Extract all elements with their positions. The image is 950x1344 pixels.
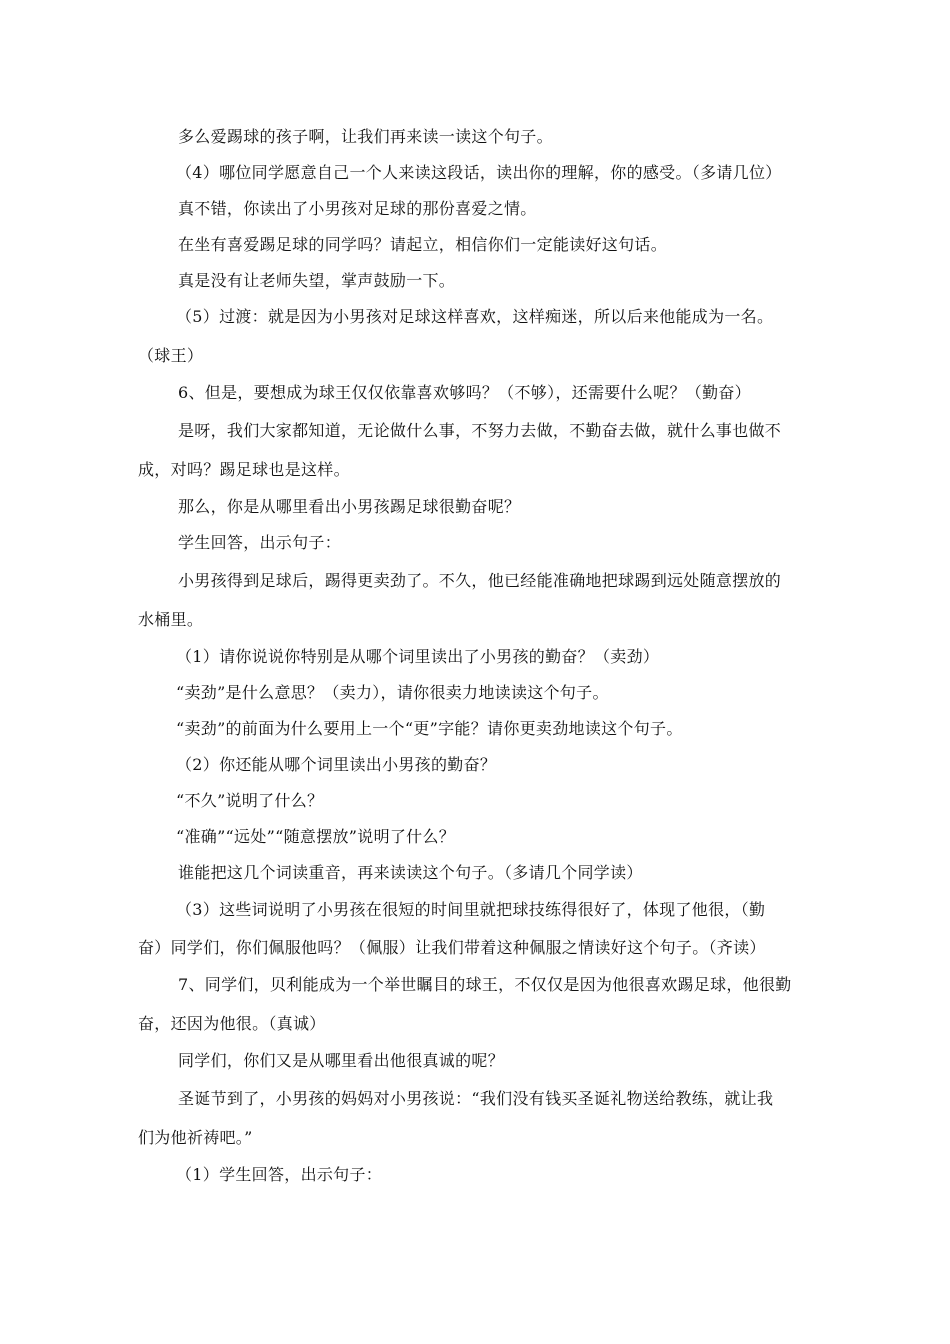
text-line: 真不错，你读出了小男孩对足球的那份喜爱之情。 bbox=[178, 199, 537, 218]
text-line: 小男孩得到足球后，踢得更卖劲了。不久，他已经能准确地把球踢到远处随意摆放的 bbox=[178, 571, 782, 590]
text-line: （1）学生回答，出示句子： bbox=[176, 1165, 383, 1184]
text-line: 成，对吗？踢足球也是这样。 bbox=[138, 460, 350, 479]
text-line: 是呀，我们大家都知道，无论做什么事，不努力去做，不勤奋去做，就什么事也做不 bbox=[178, 421, 782, 440]
text-line: 6、但是，要想成为球王仅仅依靠喜欢够吗？（不够），还需要什么呢？（勤奋） bbox=[178, 383, 751, 402]
text-line: 多么爱踢球的孩子啊，让我们再来读一读这个句子。 bbox=[178, 127, 553, 146]
text-line: 同学们，你们又是从哪里看出他很真诚的呢？ bbox=[178, 1051, 505, 1070]
text-line: “不久”说明了什么？ bbox=[176, 791, 324, 810]
text-line: （5）过渡：就是因为小男孩对足球这样喜欢，这样痴迷，所以后来他能成为一名。 bbox=[176, 307, 774, 326]
text-line: “卖劲”是什么意思？（卖力），请你很卖力地读读这个句子。 bbox=[176, 683, 609, 702]
text-line: （4）哪位同学愿意自己一个人来读这段话，读出你的理解，你的感受。（多请几位） bbox=[176, 163, 782, 182]
text-line: 在坐有喜爱踢足球的同学吗？请起立，相信你们一定能读好这句话。 bbox=[178, 235, 668, 254]
text-line: 谁能把这几个词读重音，再来读读这个句子。（多请几个同学读） bbox=[178, 863, 643, 882]
text-line: 那么，你是从哪里看出小男孩踢足球很勤奋呢？ bbox=[178, 497, 521, 516]
text-line: 7、同学们，贝利能成为一个举世瞩目的球王，不仅仅是因为他很喜欢踢足球，他很勤 bbox=[178, 975, 792, 994]
text-line: （2）你还能从哪个词里读出小男孩的勤奋？ bbox=[176, 755, 497, 774]
text-line: 真是没有让老师失望，掌声鼓励一下。 bbox=[178, 271, 456, 290]
text-line: 奋）同学们，你们佩服他吗？（佩服）让我们带着这种佩服之情读好这个句子。（齐读） bbox=[138, 938, 766, 957]
text-line: 水桶里。 bbox=[138, 610, 204, 629]
text-line: （1）请你说说你特别是从哪个词里读出了小男孩的勤奋？（卖劲） bbox=[176, 647, 660, 666]
text-line: 圣诞节到了，小男孩的妈妈对小男孩说：“我们没有钱买圣诞礼物送给教练，就让我 bbox=[178, 1089, 774, 1108]
text-line: 学生回答，出示句子： bbox=[178, 533, 342, 552]
text-line: “准确”“远处”“随意摆放”说明了什么？ bbox=[176, 827, 456, 846]
text-line: “卖劲”的前面为什么要用上一个“更”字能？请你更卖劲地读这个句子。 bbox=[176, 719, 683, 738]
text-line: （3）这些词说明了小男孩在很短的时间里就把球技练得很好了，体现了他很，（勤 bbox=[176, 900, 766, 919]
text-line: （球王） bbox=[138, 346, 204, 365]
text-line: 奋，还因为他很。（真诚） bbox=[138, 1014, 326, 1033]
text-line: 们为他祈祷吧。” bbox=[138, 1128, 253, 1147]
